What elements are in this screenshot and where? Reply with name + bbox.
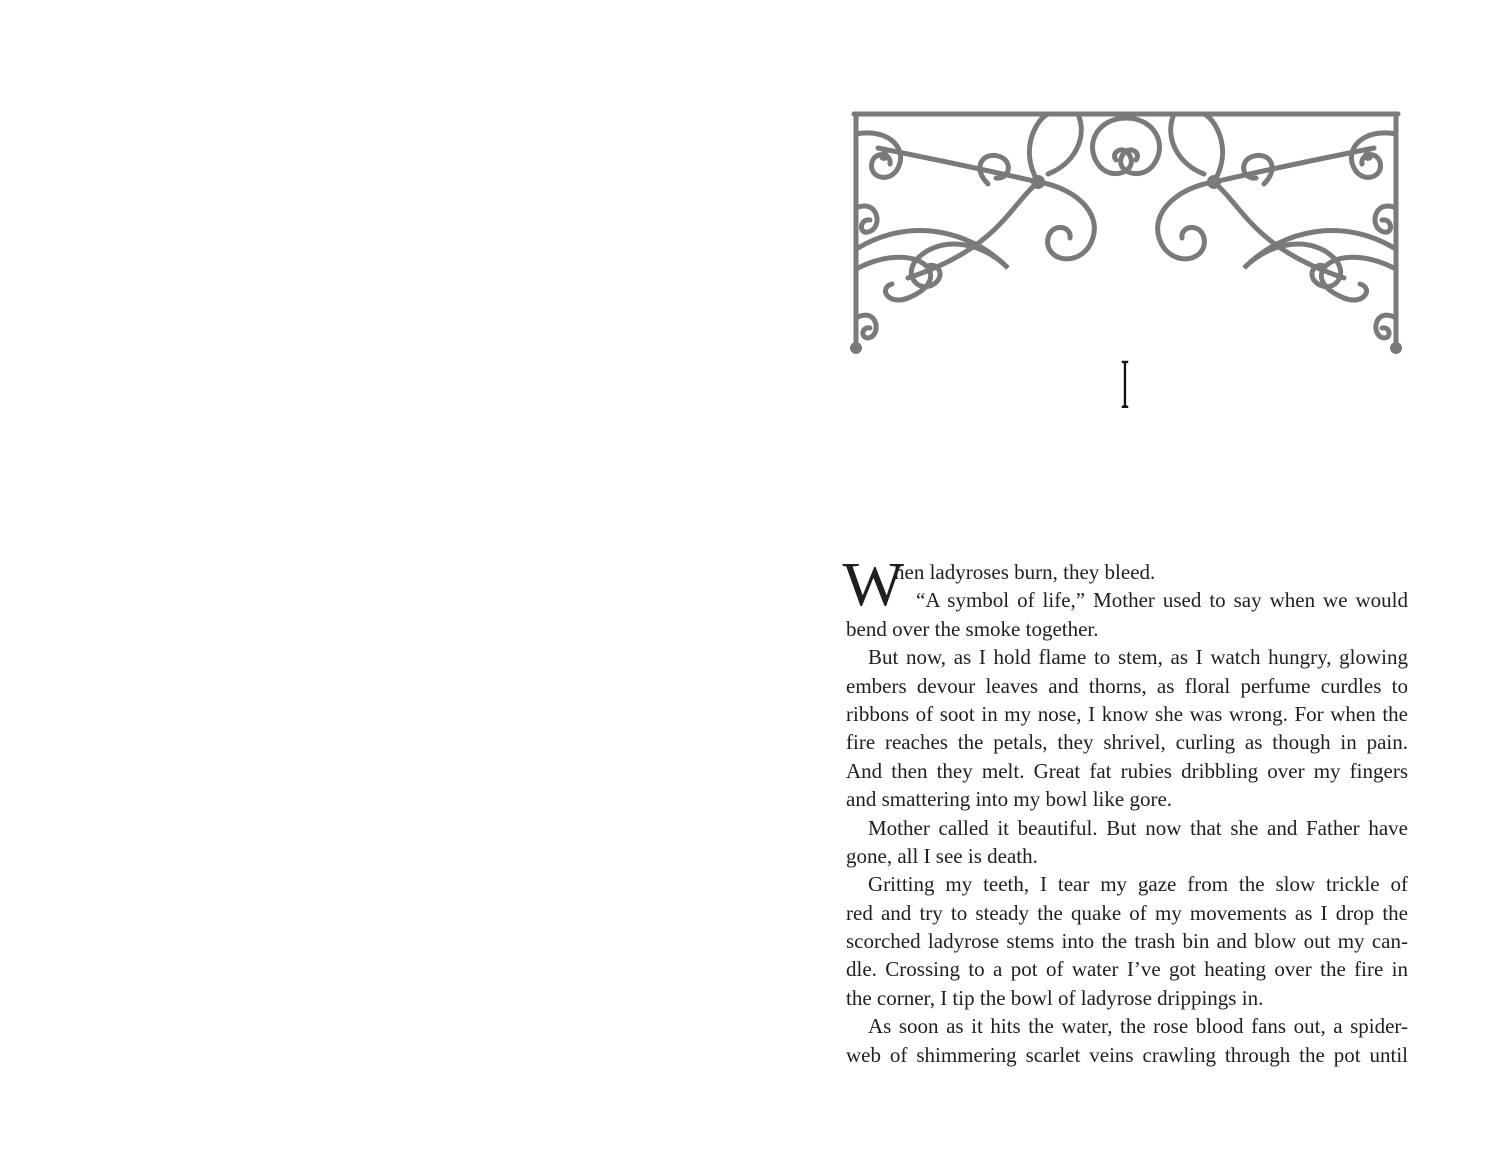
- text-line: the corner, I tip the bowl of ladyrose drippings in.: [846, 985, 1264, 1010]
- text-line: red and try to steady the quake of my movements as I drop the: [846, 900, 1408, 925]
- text-lines: [846, 558, 1408, 1069]
- text-line: bend over the smoke together.: [846, 616, 1099, 641]
- drop-cap: W: [842, 551, 904, 619]
- text-line: fire reaches the petals, they shrivel, curling as though in pain.: [846, 730, 1408, 755]
- text-line: Gritting my teeth, I tear my gaze from the slow trickle of: [868, 872, 1408, 897]
- chapter-number: I: [1120, 344, 1130, 424]
- right-page: [750, 0, 1500, 1151]
- wrought-iron-scroll-ornament-icon: [848, 108, 1404, 358]
- text-line: As soon as it hits the water, the rose blood fans out, a spider-: [868, 1014, 1408, 1039]
- text-line: “A symbol of life,” Mother used to say when we would: [916, 588, 1408, 613]
- text-line: web of shimmering scarlet veins crawling through the pot until: [846, 1042, 1408, 1067]
- chapter-body-text: [842, 551, 1408, 1069]
- text-line: and smattering into my bowl like gore.: [846, 787, 1173, 812]
- text-line: dle. Crossing to a pot of water I’ve got heating over the fire in: [846, 957, 1408, 982]
- text-line: embers devour leaves and thorns, as floral perfume curdles to: [846, 673, 1408, 698]
- text-line: gone, all I see is death.: [846, 843, 1038, 868]
- text-line: But now, as I hold flame to stem, as I watch hungry, glowing: [868, 645, 1408, 670]
- text-line: ribbons of soot in my nose, I know she was wrong. For when the: [846, 701, 1408, 726]
- text-line: And then they melt. Great fat rubies dribbling over my fingers: [846, 758, 1408, 783]
- text-line: Mother called it beautiful. But now that she and Father have: [868, 815, 1408, 840]
- text-line: scorched ladyrose stems into the trash bin and blow out my can-: [846, 929, 1408, 954]
- text-line: hen ladyroses burn, they bleed.: [894, 560, 1156, 584]
